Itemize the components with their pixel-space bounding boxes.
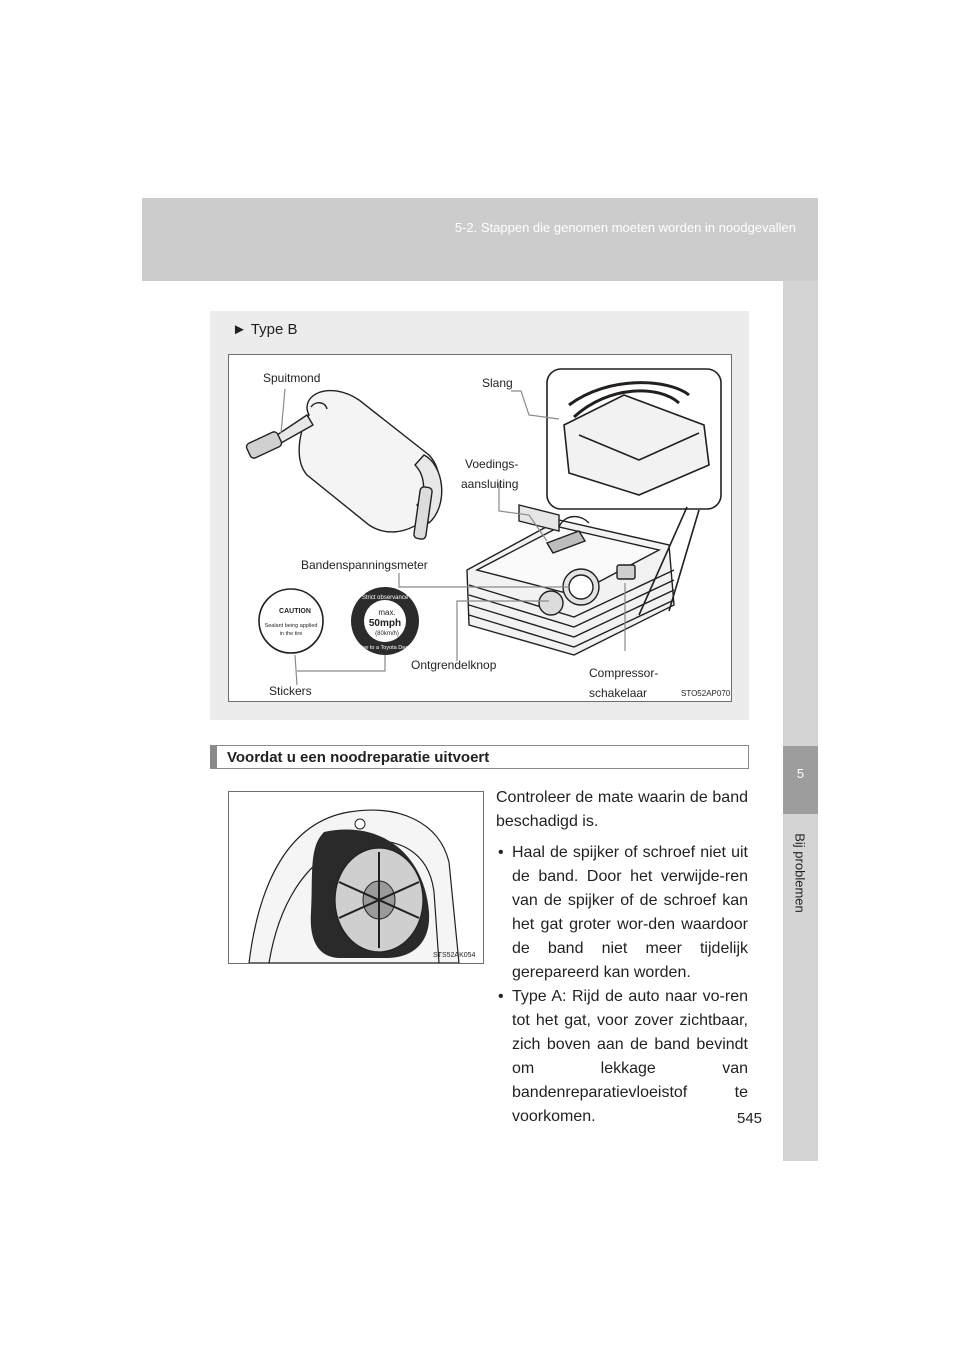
photo-code: STS52AK054 xyxy=(433,952,476,959)
caution-sticker-heading: CAUTION xyxy=(279,608,311,615)
caution-sticker-line2: in the tire xyxy=(279,631,303,637)
label-slang: Slang xyxy=(482,376,513,390)
list-item-text: Type A: Rijd de auto naar vo-ren tot het gat, voor zover zichtbaar, zich boven aan de band bevindt om lekkage van bandenreparatievloeistof te voorkomen. xyxy=(512,988,748,1125)
page-number: 545 xyxy=(737,1110,763,1127)
side-tab-number: 5 xyxy=(796,766,805,781)
list-item-text: Haal de spijker of schroef niet uit de band. Door het verwijde-ren van de spijker of de schroef kan het gat groter wor-den waardoor de band niet meer tijdelijk gerepareerd kan worden. xyxy=(512,844,748,981)
label-stickers: Stickers xyxy=(269,684,312,698)
panel-title xyxy=(232,321,297,338)
speed-sticker-top: Strict observance xyxy=(361,595,409,601)
flat-tire-photo xyxy=(228,791,484,964)
label-compressor-1: Compressor- xyxy=(589,666,659,680)
bullet-icon: • xyxy=(498,988,504,1005)
caution-sticker-icon xyxy=(259,589,323,653)
intro-paragraph: Controleer de mate waarin de band beschadigd is. xyxy=(496,789,748,830)
side-tab-label: Bij problemen xyxy=(792,833,808,913)
label-ontgrendelknop: Ontgrendelknop xyxy=(411,658,497,672)
section-heading-text: Voordat u een noodreparatie uitvoert xyxy=(227,749,490,766)
label-voedings-1: Voedings- xyxy=(465,457,519,471)
section-heading xyxy=(210,745,749,769)
speed-sticker-speed: 50mph xyxy=(368,618,402,629)
chapter-title: 5-2. Stappen die genomen moeten worden in noodgevallen xyxy=(454,220,796,235)
bullet-icon: • xyxy=(498,844,504,861)
side-tab xyxy=(783,281,818,1161)
repair-kit-figure xyxy=(228,354,732,702)
label-compressor-2: schakelaar xyxy=(589,686,648,700)
label-spuitmond: Spuitmond xyxy=(263,371,321,385)
body-text xyxy=(496,786,748,1129)
section-heading-bar xyxy=(211,746,217,768)
compressor-icon xyxy=(467,505,674,655)
instruction-list xyxy=(496,841,748,1129)
repair-kit-illustration xyxy=(229,355,731,701)
panel-title-text: Type B xyxy=(250,321,298,338)
speed-sticker-max: max. xyxy=(378,608,396,617)
speed-sticker-bottom: Drive to a Toyota Dealer xyxy=(355,645,415,651)
label-voedings-2: aansluiting xyxy=(461,477,519,491)
figure-code: STO52AP070 xyxy=(681,689,731,698)
chapter-header xyxy=(142,198,818,281)
speed-sticker-icon xyxy=(351,587,419,655)
speed-sticker-kmh: (80km/h) xyxy=(375,631,399,637)
label-bandenspanningsmeter: Bandenspanningsmeter xyxy=(301,558,428,572)
list-item xyxy=(496,985,748,1129)
sealant-bottle-icon xyxy=(245,391,442,540)
flat-tire-illustration xyxy=(229,792,483,963)
list-item xyxy=(496,841,748,985)
caution-sticker-line1: Sealant being applied xyxy=(264,623,318,629)
triangle-right-icon: ► xyxy=(232,321,247,338)
